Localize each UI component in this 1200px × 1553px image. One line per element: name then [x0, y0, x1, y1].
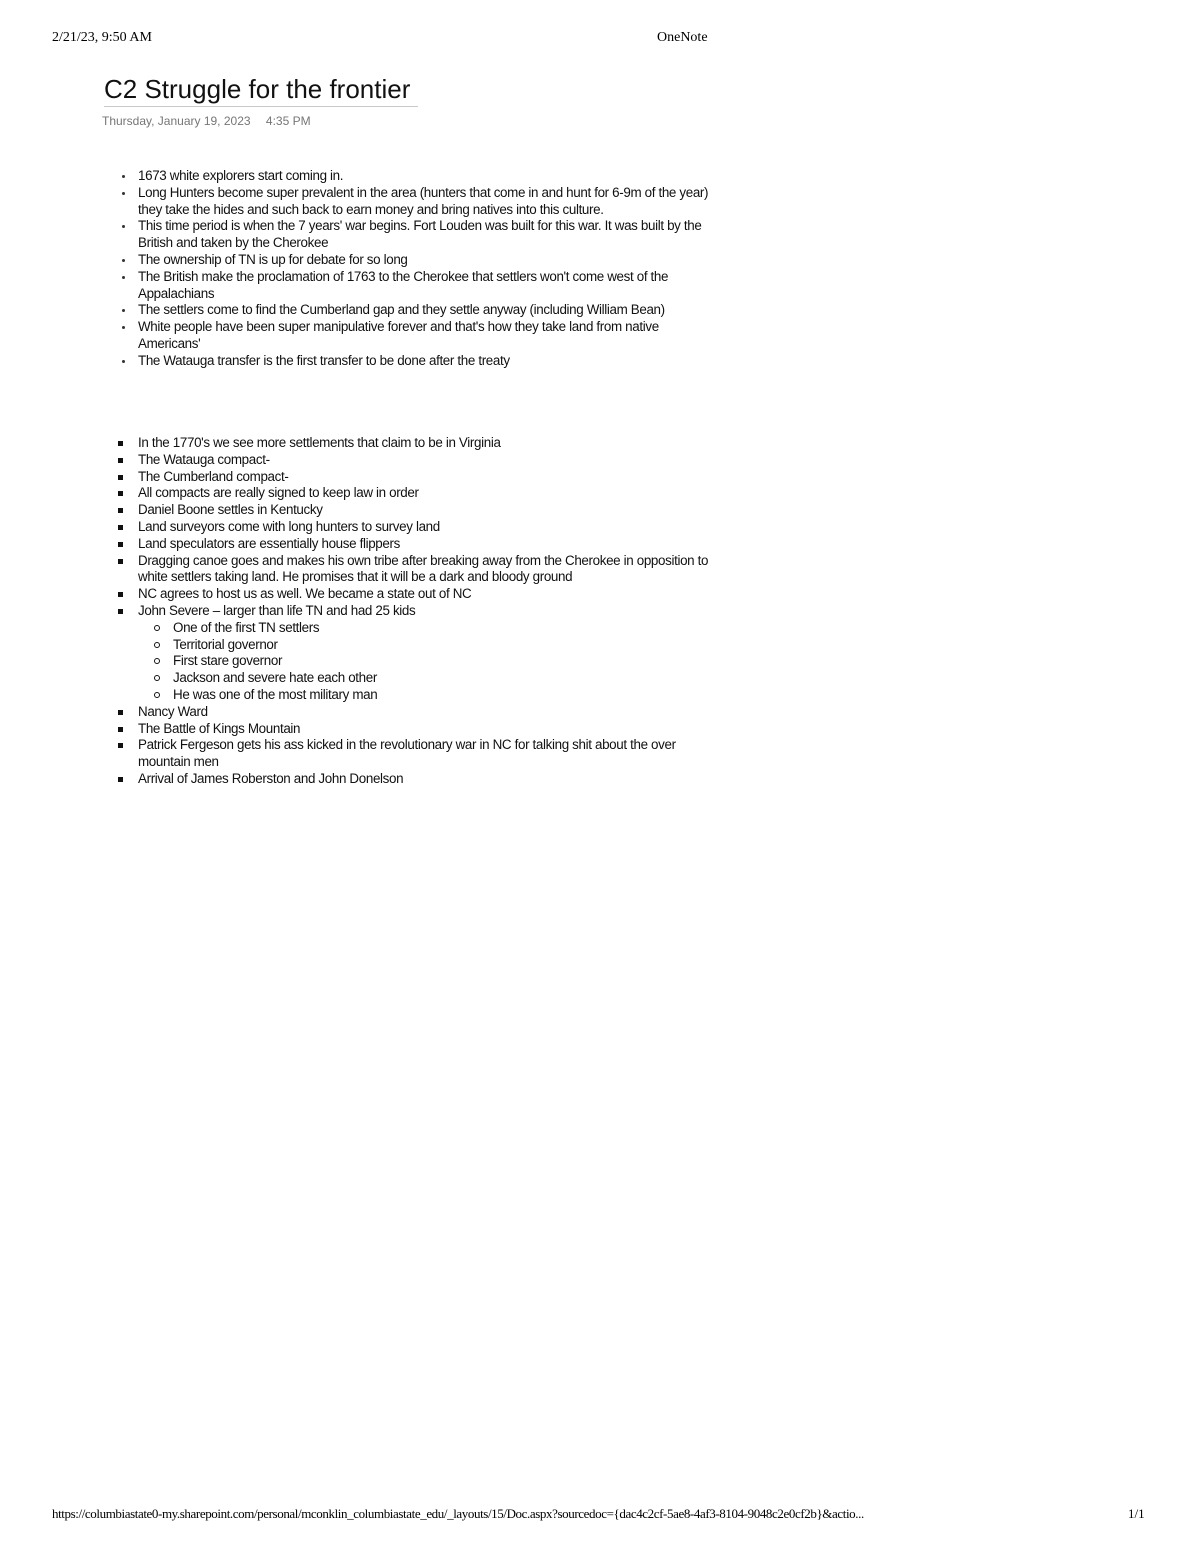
list-item: The Battle of Kings Mountain — [138, 721, 713, 738]
list-item: Long Hunters become super prevalent in the area (hunters that come in and hunt for 6-9m of the year) they take the hides and such back to earn money and bring natives into this culture. — [138, 185, 713, 219]
list-item: 1673 white explorers start coming in. — [138, 168, 713, 185]
sub-list-item: He was one of the most military man — [173, 687, 713, 704]
list-item: The Watauga compact- — [138, 452, 713, 469]
page-date-time — [102, 114, 311, 128]
page-title: C2 Struggle for the frontier — [104, 72, 418, 107]
page-indicator: 1/1 — [1128, 1506, 1145, 1521]
list-item: All compacts are really signed to keep law in order — [138, 485, 713, 502]
sub-list-item: First stare governor — [173, 653, 713, 670]
list-item: Patrick Fergeson gets his ass kicked in the revolutionary war in NC for talking shit about the over mountain men — [138, 737, 713, 771]
list-item: Daniel Boone settles in Kentucky — [138, 502, 713, 519]
list-item: NC agrees to host us as well. We became a state out of NC — [138, 586, 713, 603]
list-item: The Cumberland compact- — [138, 469, 713, 486]
notes-list-1 — [138, 168, 713, 370]
list-item: The British make the proclamation of 1763 to the Cherokee that settlers won't come west of the Appalachians — [138, 269, 713, 303]
sub-list-item: Jackson and severe hate each other — [173, 670, 713, 687]
sub-list-item: One of the first TN settlers — [173, 620, 713, 637]
list-item: In the 1770's we see more settlements that claim to be in Virginia — [138, 435, 713, 452]
notes-list-2 — [138, 435, 713, 788]
sub-list-john-severe — [138, 620, 713, 704]
list-item: This time period is when the 7 years' war begins. Fort Louden was built for this war. It was built by the British and taken by the Cherokee — [138, 218, 713, 252]
page-time: 4:35 PM — [265, 114, 311, 128]
list-item-text: John Severe – larger than life TN and had 25 kids — [138, 602, 416, 618]
source-url: https://columbiastate0-my.sharepoint.com/personal/mconklin_columbiastate_edu/_layouts/15/Doc.aspx?sourcedoc={dac4c2cf-5ae8-4af3-8104-9048c2e0cf2b}&actio... — [52, 1506, 864, 1521]
list-item: Dragging canoe goes and makes his own tribe after breaking away from the Cherokee in opposition to white settlers taking land. He promises that it will be a dark and bloody ground — [138, 553, 713, 587]
print-datetime: 2/21/23, 9:50 AM — [52, 30, 152, 45]
sub-list-item: Territorial governor — [173, 637, 713, 654]
list-item: Arrival of James Roberston and John Donelson — [138, 771, 713, 788]
list-item: Nancy Ward — [138, 704, 713, 721]
list-item: The Watauga transfer is the first transfer to be done after the treaty — [138, 353, 713, 370]
list-item: White people have been super manipulative forever and that's how they take land from native Americans' — [138, 319, 713, 353]
list-item-john-severe — [138, 603, 713, 704]
page-date: Thursday, January 19, 2023 — [102, 114, 251, 128]
list-item: The ownership of TN is up for debate for so long — [138, 252, 713, 269]
app-name: OneNote — [657, 30, 708, 45]
list-item: Land speculators are essentially house flippers — [138, 536, 713, 553]
list-item: The settlers come to find the Cumberland gap and they settle anyway (including William Bean) — [138, 302, 713, 319]
list-item: Land surveyors come with long hunters to survey land — [138, 519, 713, 536]
print-header — [52, 30, 1152, 50]
